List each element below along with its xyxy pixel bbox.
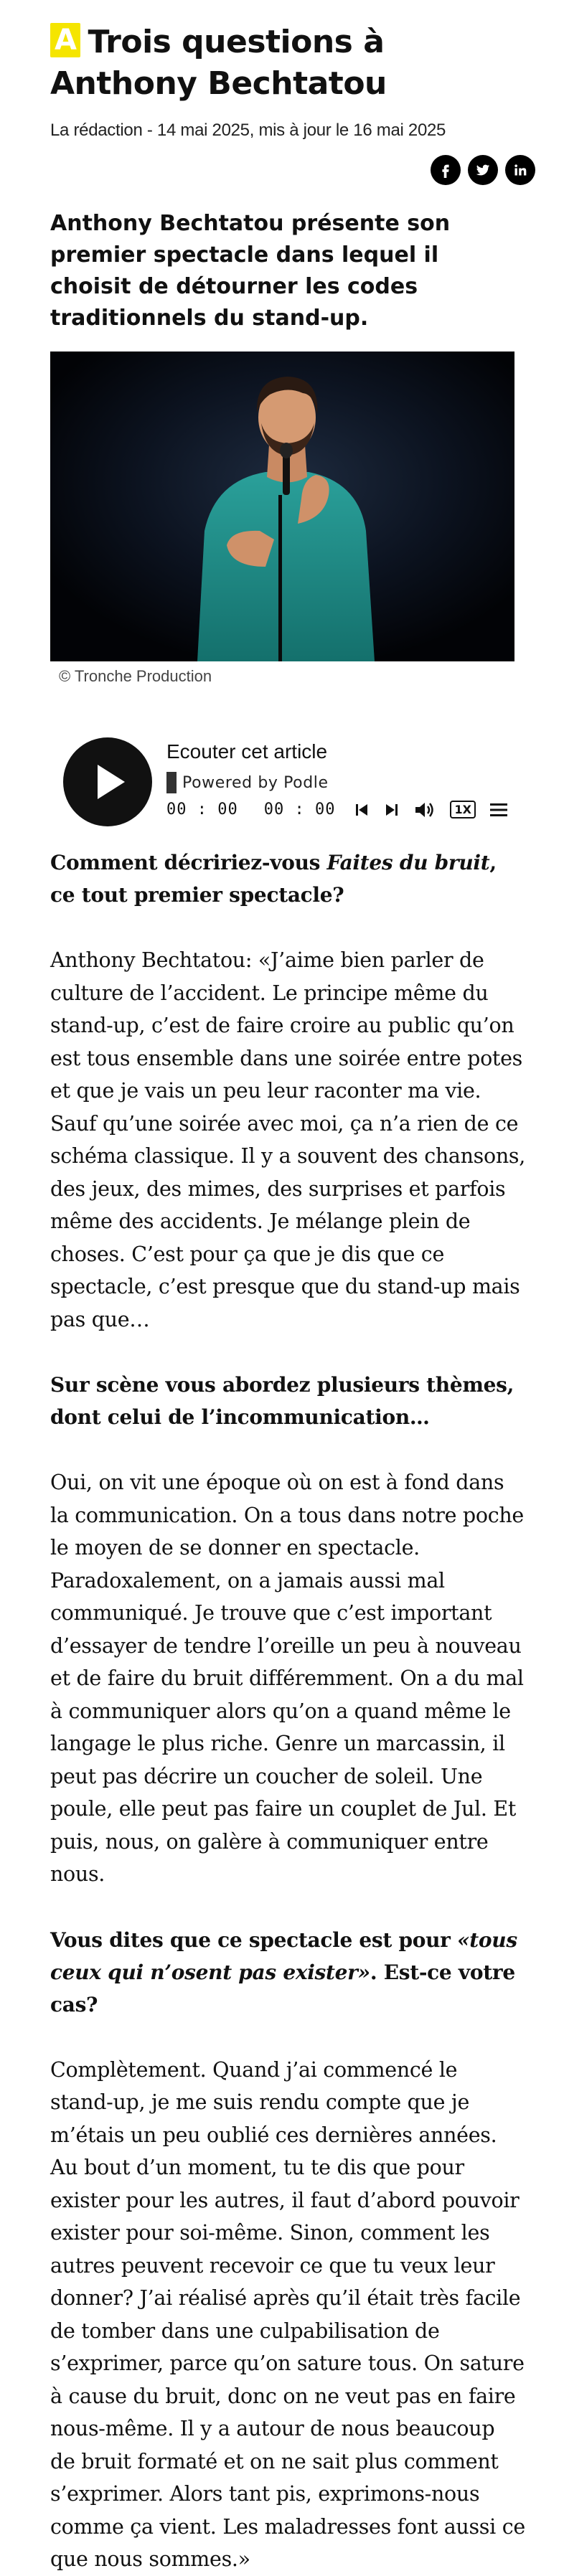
previous-button[interactable] [354,802,370,818]
skip-back-icon [354,802,370,818]
play-button[interactable] [63,737,152,826]
next-button[interactable] [384,802,400,818]
duration: 00 : 00 [263,801,336,818]
facebook-icon [438,162,453,178]
volume-icon [414,801,436,818]
twitter-icon [475,162,491,178]
page-title [50,22,524,105]
question-1-prefix: Comment décririez-vous [50,851,327,874]
question-1-suffix: , ce tout premier spectacle? [50,851,497,907]
facebook-share-button[interactable] [431,155,461,185]
question-1 [50,846,525,911]
article-photo [50,352,514,661]
current-time: 00 : 00 [166,801,238,818]
show-title: Faites du bruit [326,851,490,874]
linkedin-icon [513,163,527,177]
speed-button[interactable]: 1X [450,801,475,818]
show-quote: «tous ceux qui n’osent pas exister» [50,1928,517,1984]
audio-player [63,732,515,832]
player-title: Ecouter cet article [166,740,328,763]
photo-credit: © Tronche Production [59,667,212,685]
skip-forward-icon [384,802,400,818]
powered-by [166,772,329,793]
question-2: Sur scène vous abordez plusieurs thèmes, dont celui de l’incommunication… [50,1373,514,1429]
play-icon [98,765,125,799]
question-3-prefix: Vous dites que ce spectacle est pour [50,1928,458,1952]
linkedin-share-button[interactable] [505,155,535,185]
player-controls [166,801,507,818]
article-lead: Anthony Bechtatou présente son premier spectacle dans lequel il choisit de détourner les codes traditionnels du stand-up. [50,211,451,331]
performer-illustration [50,352,514,661]
question-3 [50,1924,525,2021]
answer-2: Oui, on vit une époque où on est à fond dans la communication. On a tous dans notre poche le moyen de se donner en spectacle. Paradoxalement, on a jamais aussi mal communiqué. Je trouve que c’est important d’essayer de tendre l’oreille un peu à nouveau et de faire du bruit différemment. On a du mal à communiquer alors qu’on a quand même le langage le plus riche. Genre un marcassin, il peut pas décrire un coucher de soleil. Une poule, elle peut pas faire un couplet de Jul. Et puis, nous, on galère à communiquer entre nous. [50,1471,524,1886]
twitter-share-button[interactable] [468,155,498,185]
powered-by-label: Powered by Podle [182,773,329,792]
podle-logo-icon [166,772,177,793]
menu-icon [490,803,507,817]
byline: La rédaction - 14 mai 2025, mis à jour le 16 mai 2025 [50,121,446,140]
question-3-suffix: . Est-ce votre cas? [50,1960,515,2016]
share-bar [431,155,535,185]
title-text: Trois questions à Anthony Bechtatou [50,24,387,102]
answer-1: Anthony Bechtatou: «J’aime bien parler de culture de l’accident. Le principe même du stand-up, c’est de faire croire au public qu’on est tous ensemble dans une soirée entre potes et que je vais un peu leur raconter ma vie. Sauf qu’une soirée avec moi, ça n’a rien de ce schéma classique. Il y a souvent des chansons, des jeux, des mimes, des surprises et parfois même des accidents. Je mélange plein de choses. C’est pour ça que je dis que ce spectacle, c’est presque que du stand-up mais pas que… [50,948,526,1331]
section-badge: A [50,23,80,57]
answer-3: Complètement. Quand j’ai commencé le stand-up, je me suis rendu compte que je m’étais un peu oublié ces dernières années. Au bout d’un moment, tu te dis que pour exister pour les autres, il faut d’abord pouvoir exister pour soi-même. Sinon, comment les autres peuvent recevoir ce que tu veux leur donner? J’ai réalisé après qu’il était très facile de tomber dans une culpabilisation de s’exprimer, parce qu’on sature tous. On sature à cause du bruit, donc on ne veut pas en faire nous-même. Il y a autour de nous beaucoup de bruit formaté et on ne sait plus comment s’exprimer. Alors tant pis, exprimons-nous comme ça vient. Les maladresses font aussi ce que nous sommes.» [50,2057,525,2571]
menu-button[interactable] [490,803,507,817]
article-body [50,846,525,2576]
article-header [50,22,524,105]
volume-button[interactable] [414,801,436,818]
